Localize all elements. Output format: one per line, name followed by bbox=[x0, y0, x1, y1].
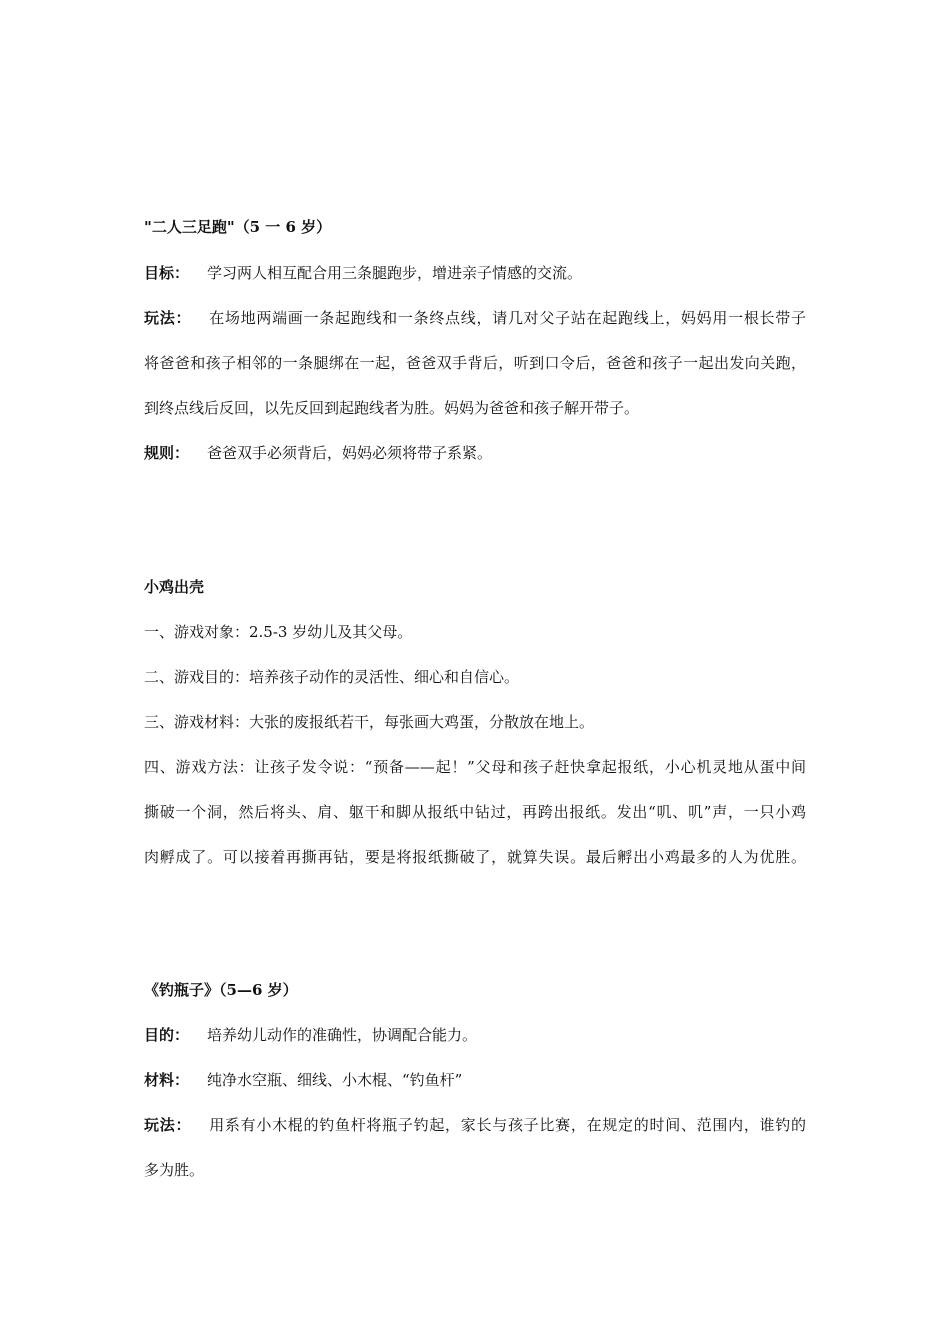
play-row-2 bbox=[144, 352, 814, 374]
item-row-4b bbox=[144, 801, 814, 823]
play-line-2: 多为胜。 bbox=[144, 1161, 205, 1179]
goal-text: 培养幼儿动作的准确性，协调配合能力。 bbox=[207, 1026, 478, 1044]
section-title: "二人三足跑"（5 一 6 岁） bbox=[144, 218, 332, 236]
material-text: 纯净水空瓶、细线、小木棍、“钓鱼杆” bbox=[207, 1071, 463, 1089]
play-label: 玩法： bbox=[144, 1116, 192, 1134]
play-line-1: 在场地两端画一条起跑线和一条终点线，请几对父子站在起跑线上，妈妈用一根长带子 bbox=[209, 309, 806, 327]
rule-text: 爸爸双手必须背后，妈妈必须将带子系紧。 bbox=[207, 444, 493, 462]
goal-label: 目标： bbox=[144, 264, 190, 282]
goal-label: 目的： bbox=[144, 1026, 190, 1044]
item-row-4a bbox=[144, 756, 814, 778]
play-row-s3 bbox=[144, 1114, 814, 1136]
list-item: 二、游戏目的：培养孩子动作的灵活性、细心和自信心。 bbox=[144, 668, 520, 686]
play-line-1: 用系有小木棍的钓鱼杆将瓶子钓起，家长与孩子比赛，在规定的时间、范围内，谁钓的 bbox=[209, 1116, 806, 1134]
item-row-1 bbox=[144, 621, 814, 643]
list-item: 一、游戏对象：2.5-3 岁幼儿及其父母。 bbox=[144, 623, 413, 641]
section-fishing-bottles bbox=[144, 979, 814, 1001]
material-row bbox=[144, 1069, 814, 1091]
rule-row bbox=[144, 442, 814, 464]
material-label: 材料： bbox=[144, 1071, 190, 1089]
goal-row-3 bbox=[144, 1024, 814, 1046]
section-two-people-three-legs bbox=[144, 216, 814, 238]
section-title: 小鸡出壳 bbox=[144, 578, 205, 596]
play-line-2: 将爸爸和孩子相邻的一条腿绑在一起，爸爸双手背后，听到口令后，爸爸和孩子一起出发向关跑， bbox=[144, 354, 806, 372]
goal-text: 学习两人相互配合用三条腿跑步，增进亲子情感的交流。 bbox=[207, 264, 583, 282]
play-row-3 bbox=[144, 397, 814, 419]
list-item: 三、游戏材料：大张的废报纸若干，每张画大鸡蛋，分散放在地上。 bbox=[144, 713, 595, 731]
list-item: 四、游戏方法：让孩子发令说：“预备——起！”父母和孩子赶快拿起报纸，小心机灵地从蛋中间 bbox=[144, 758, 806, 776]
play-line-3: 到终点线后反回，以先反回到起跑线者为胜。妈妈为爸爸和孩子解开带子。 bbox=[144, 399, 640, 417]
item-row-4c bbox=[144, 846, 814, 868]
play-label: 玩法： bbox=[144, 309, 192, 327]
item-row-2 bbox=[144, 666, 814, 688]
rule-label: 规则： bbox=[144, 444, 190, 462]
play-row-s3-2 bbox=[144, 1159, 814, 1181]
list-item: 撕破一个洞，然后将头、肩、躯干和脚从报纸中钻过，再跨出报纸。发出“叽、叽”声，一只小鸡 bbox=[144, 803, 806, 821]
section-chick-hatching bbox=[144, 576, 814, 598]
play-row bbox=[144, 307, 814, 329]
goal-row bbox=[144, 262, 814, 284]
item-row-3 bbox=[144, 711, 814, 733]
section-title: 《钓瓶子》（5—6 岁） bbox=[144, 981, 298, 999]
list-item: 肉孵成了。可以接着再撕再钻，要是将报纸撕破了，就算失误。最后孵出小鸡最多的人为优胜。 bbox=[144, 848, 806, 866]
